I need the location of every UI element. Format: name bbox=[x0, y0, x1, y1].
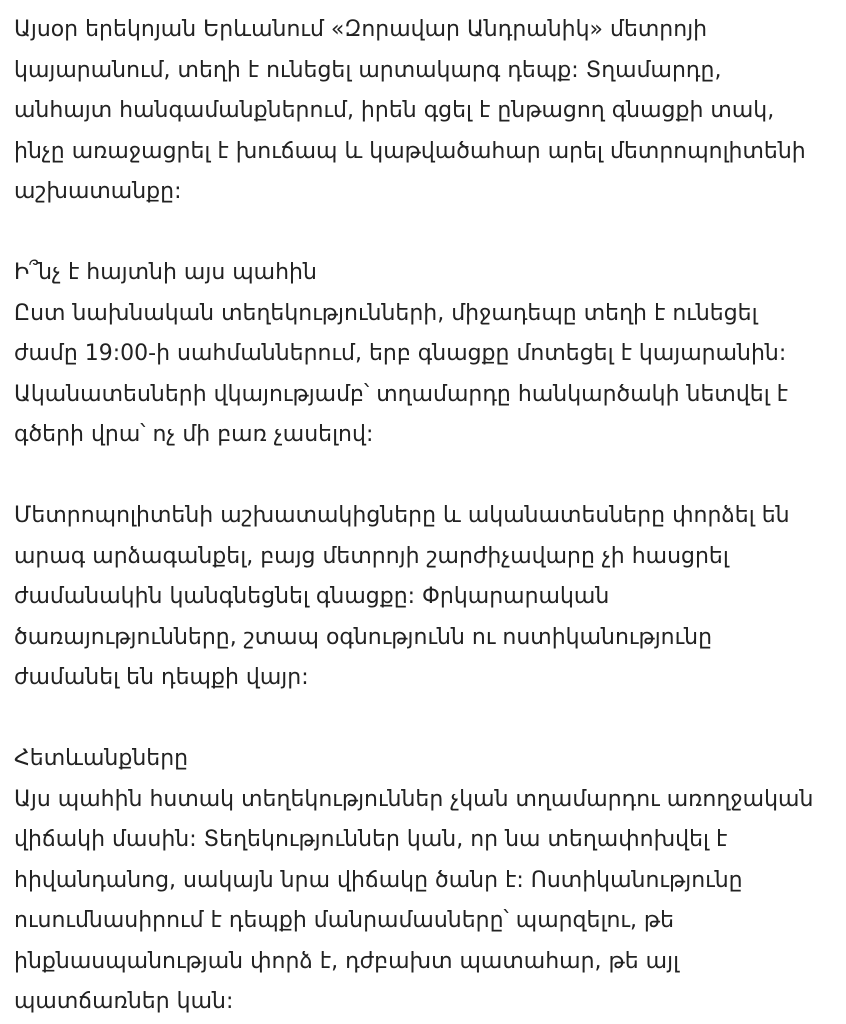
text-line: Մետրոպոլիտենի աշխատակիցները և ականատեսները փորձել են bbox=[14, 503, 790, 528]
response-paragraph bbox=[14, 496, 839, 699]
text-line: Այսօր երեկոյան Երևանում «Զորավար Անդրանիկ» մետրոյի bbox=[14, 17, 708, 42]
text-line: անհայտ հանգամանքներում, իրեն գցել է ընթացող գնացքի տակ, bbox=[14, 98, 775, 123]
section-consequences-paragraph bbox=[14, 780, 839, 1023]
text-line: Այս պահին հստակ տեղեկություններ չկան տղամարդու առողջական bbox=[14, 786, 814, 812]
text-line: ուսումնասիրում է դեպքի մանրամասները՝ պարզելու, թե bbox=[14, 908, 675, 933]
text-line: հիվանդանոց, սակայն նրա վիճակը ծանր է: Ոստիկանությունը bbox=[14, 867, 743, 893]
text-line: կայարանում, տեղի է ունեցել արտակարգ դեպք: Տղամարդը, bbox=[14, 57, 722, 83]
text-line: ծառայությունները, շտապ օգնությունն ու ոստիկանությունը bbox=[14, 624, 713, 650]
text-line: վիճակի մասին: Տեղեկություններ կան, որ նա տեղափոխվել է bbox=[14, 827, 728, 852]
text-line: գծերի վրա՝ ոչ մի բառ չասելով: bbox=[14, 422, 374, 447]
section-heading-consequences: Հետևանքները bbox=[14, 746, 189, 771]
news-article bbox=[14, 10, 839, 1023]
text-line: ինքնասպանության փորձ է, դժբախտ պատահար, թե այլ bbox=[14, 948, 680, 974]
intro-paragraph bbox=[14, 10, 839, 213]
section-heading-known: Ի՞նչ է հայտնի այս պահին bbox=[14, 260, 317, 285]
text-line: արագ արձագանքել, բայց մետրոյի շարժիչավարը չի հասցրել bbox=[14, 543, 729, 569]
section-known-paragraph bbox=[14, 294, 839, 456]
text-line: աշխատանքը: bbox=[14, 179, 182, 204]
text-line: ինչը առաջացրել է խուճապ և կաթվածահար արել մետրոպոլիտենի bbox=[14, 138, 806, 164]
text-line: ժամանել են դեպքի վայր: bbox=[14, 665, 309, 690]
text-line: ժամը 19:00-ի սահմաններում, երբ գնացքը մոտեցել է կայարանին: bbox=[14, 341, 787, 366]
text-line: Ականատեսների վկայությամբ՝ տղամարդը հանկարծակի նետվել է bbox=[14, 381, 788, 407]
text-line: Ըստ նախնական տեղեկությունների, միջադեպը տեղի է ունեցել bbox=[14, 300, 758, 326]
text-line: պատճառներ կան: bbox=[14, 989, 234, 1014]
text-line: ժամանակին կանգնեցնել գնացքը: Փրկարարական bbox=[14, 584, 610, 609]
